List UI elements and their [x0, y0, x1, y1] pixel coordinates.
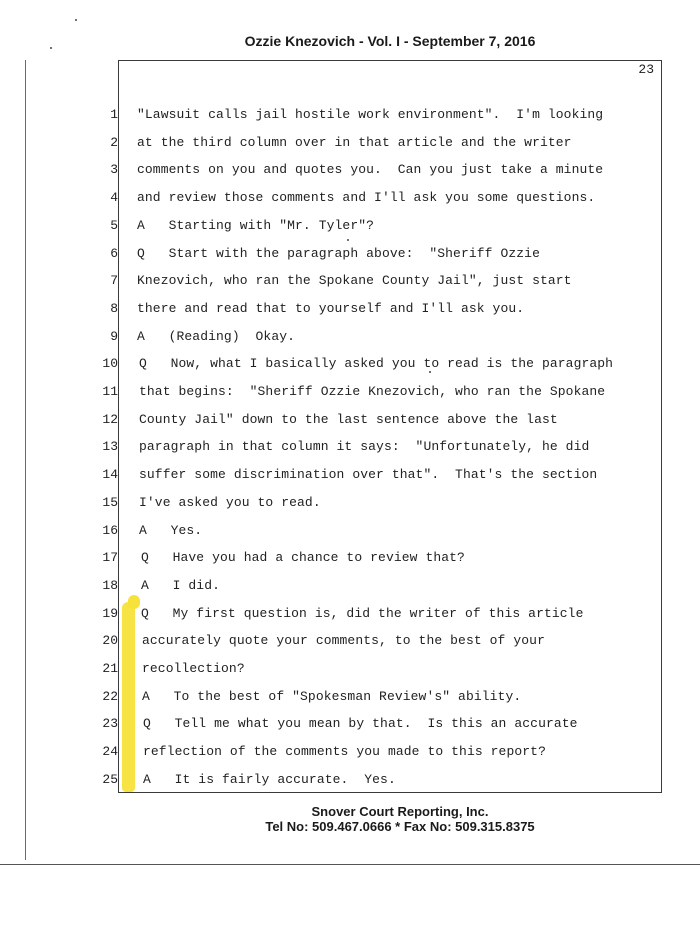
line-number: 7 — [110, 273, 118, 288]
line-number: 13 — [102, 439, 118, 454]
line-number: 14 — [102, 467, 118, 482]
transcript-line: Knezovich, who ran the Spokane County Jail", just start — [137, 273, 572, 288]
line-number: 12 — [102, 412, 118, 427]
line-number: 8 — [110, 301, 118, 316]
footer-contact: Tel No: 509.467.0666 * Fax No: 509.315.8375 — [265, 819, 535, 834]
scan-speck — [75, 19, 77, 21]
page-number: 23 — [638, 62, 654, 77]
line-number: 4 — [110, 190, 118, 205]
line-number: 19 — [102, 606, 118, 621]
transcript-line: "Lawsuit calls jail hostile work environment". I'm looking — [137, 107, 604, 122]
transcript-line: County Jail" down to the last sentence above the last — [139, 412, 558, 427]
transcript-line: suffer some discrimination over that". That's the section — [139, 467, 598, 482]
footer-company: Snover Court Reporting, Inc. — [311, 804, 489, 819]
line-number: 9 — [110, 329, 118, 344]
line-number: 5 — [110, 218, 118, 233]
line-number: 15 — [102, 495, 118, 510]
transcript-line: and review those comments and I'll ask you some questions. — [137, 190, 596, 205]
bottom-rule — [0, 864, 700, 865]
transcript-line: reflection of the comments you made to this report? — [143, 744, 546, 759]
header-title: Ozzie Knezovich - Vol. I - September 7, 2016 — [244, 33, 536, 49]
transcript-line: Q Tell me what you mean by that. Is this an accurate — [143, 716, 578, 731]
transcript-line: paragraph in that column it says: "Unfortunately, he did — [139, 439, 590, 454]
line-number: 18 — [102, 578, 118, 593]
transcript-line: A Starting with "Mr. Tyler"? — [137, 218, 375, 233]
transcript-line: A I did. — [141, 578, 221, 593]
transcript-line: Q Start with the paragraph above: "Sheriff Ozzie — [137, 246, 540, 261]
transcript-line: recollection? — [142, 661, 245, 676]
line-number: 23 — [102, 716, 118, 731]
line-number: 6 — [110, 246, 118, 261]
line-number: 22 — [102, 689, 118, 704]
line-number: 25 — [102, 772, 118, 787]
transcript-line: that begins: "Sheriff Ozzie Knezovich, who ran the Spokane — [139, 384, 606, 399]
line-number: 10 — [102, 356, 118, 371]
line-number: 21 — [102, 661, 118, 676]
transcript-line: there and read that to yourself and I'll ask you. — [137, 301, 525, 316]
line-number: 3 — [110, 162, 118, 177]
line-number: 1 — [110, 107, 118, 122]
line-number: 20 — [102, 633, 118, 648]
left-margin-rule — [25, 60, 26, 860]
transcript-line: A (Reading) Okay. — [137, 329, 296, 344]
transcript-line: comments on you and quotes you. Can you just take a minute — [137, 162, 604, 177]
transcript-line: I've asked you to read. — [139, 495, 321, 510]
transcript-line: accurately quote your comments, to the best of your — [142, 633, 545, 648]
highlighter-mark — [122, 602, 135, 792]
transcript-line: Q My first question is, did the writer of this article — [141, 606, 584, 621]
scan-speck — [50, 47, 52, 49]
line-number: 11 — [102, 384, 118, 399]
line-number: 16 — [102, 523, 118, 538]
transcript-line: A To the best of "Spokesman Review's" ability. — [142, 689, 522, 704]
transcript-line: A Yes. — [139, 523, 203, 538]
transcript-line: Q Now, what I basically asked you to read is the paragraph — [139, 356, 614, 371]
highlighter-mark-tip — [128, 595, 140, 609]
line-number: 17 — [102, 550, 118, 565]
transcript-line: Q Have you had a chance to review that? — [141, 550, 465, 565]
line-number: 24 — [102, 744, 118, 759]
transcript-line: at the third column over in that article and the writer — [137, 135, 572, 150]
line-number: 2 — [110, 135, 118, 150]
transcript-line: A It is fairly accurate. Yes. — [143, 772, 396, 787]
